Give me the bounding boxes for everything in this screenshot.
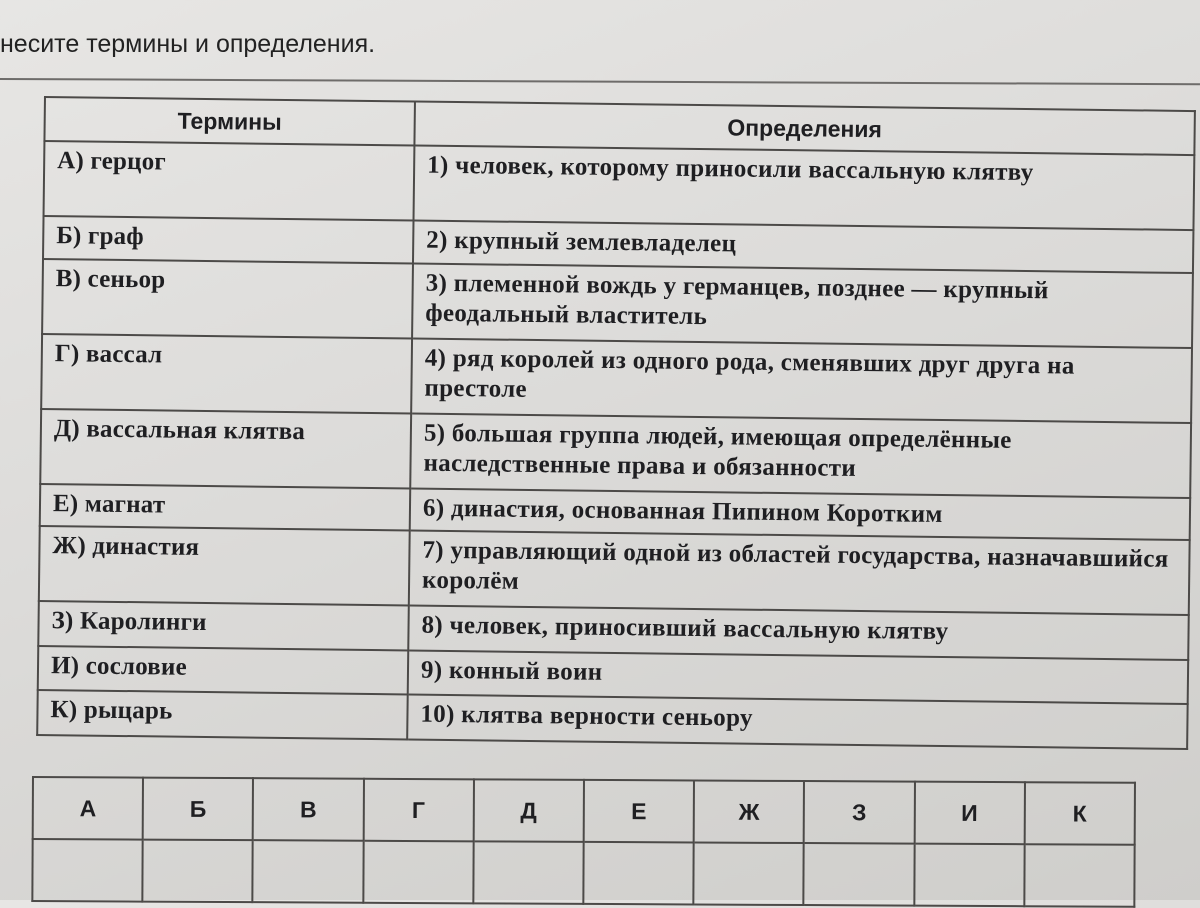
term-cell: К) рыцарь bbox=[37, 690, 408, 739]
answer-cell[interactable] bbox=[32, 839, 143, 902]
definition-cell: 9) конный воин bbox=[408, 650, 1188, 704]
answer-letter: Ж bbox=[694, 780, 805, 843]
terms-column-header: Термины bbox=[44, 97, 415, 146]
term-cell: Ж) династия bbox=[39, 526, 410, 606]
heading-rule bbox=[0, 78, 1200, 85]
answer-cell[interactable] bbox=[363, 841, 474, 904]
answer-letter: А bbox=[33, 777, 144, 840]
answer-letter: З bbox=[804, 781, 915, 844]
answer-grid bbox=[31, 776, 1136, 908]
answer-letter: Д bbox=[473, 779, 584, 842]
term-cell: Г) вассал bbox=[41, 334, 412, 414]
term-cell: Е) магнат bbox=[40, 484, 410, 531]
definition-cell: 4) ряд королей из одного рода, сменявших друг друга на престоле bbox=[411, 338, 1192, 423]
answer-cell[interactable] bbox=[693, 842, 804, 905]
answer-letter: Е bbox=[584, 780, 695, 843]
definition-cell: 1) человек, которому приносили вассальную клятву bbox=[414, 146, 1195, 231]
answer-cell[interactable] bbox=[914, 844, 1025, 907]
term-cell: И) сословие bbox=[38, 646, 409, 695]
definition-cell: 6) династия, основанная Пипином Коротким bbox=[410, 488, 1190, 540]
term-cell: А) герцог bbox=[44, 141, 415, 221]
definition-cell: 2) крупный землевладелец bbox=[413, 221, 1193, 273]
table-row bbox=[39, 526, 1190, 615]
answer-cell[interactable] bbox=[253, 840, 364, 903]
answer-cell[interactable] bbox=[473, 841, 584, 904]
table-row bbox=[42, 259, 1193, 348]
definition-cell: 3) племенной вождь у германцев, позднее — крупный феодальный властитель bbox=[412, 263, 1193, 348]
answer-cell[interactable] bbox=[804, 843, 915, 906]
term-cell: З) Каролинги bbox=[38, 601, 409, 650]
definition-cell: 5) большая группа людей, имеющая определённые наследственные права и обязанности bbox=[410, 413, 1191, 498]
task-heading: несите термины и определения. bbox=[0, 30, 376, 58]
term-cell: Д) вассальная клятва bbox=[40, 409, 411, 489]
answer-cell[interactable] bbox=[143, 840, 254, 903]
answer-letter: К bbox=[1024, 782, 1135, 845]
term-cell: Б) граф bbox=[43, 216, 413, 263]
definition-cell: 7) управляющий одной из областей государства, назначавшийся королём bbox=[409, 531, 1190, 616]
term-cell: В) сеньор bbox=[42, 259, 413, 339]
answer-letter: И bbox=[914, 782, 1025, 845]
terms-definitions-table bbox=[36, 96, 1196, 750]
table-row bbox=[44, 141, 1195, 230]
answer-cell[interactable] bbox=[1024, 844, 1135, 907]
definition-cell: 8) человек, приносивший вассальную клятву bbox=[408, 606, 1188, 660]
definition-cell: 10) клятва верности сеньору bbox=[407, 695, 1187, 749]
definitions-column-header: Определения bbox=[414, 102, 1194, 156]
answer-letters-row bbox=[33, 777, 1135, 845]
table-row bbox=[40, 409, 1191, 498]
answer-cell[interactable] bbox=[583, 842, 694, 905]
answer-letter: Б bbox=[143, 778, 254, 841]
answer-values-row bbox=[32, 839, 1134, 907]
answer-letter: В bbox=[253, 778, 364, 841]
answer-letter: Г bbox=[363, 779, 474, 842]
table-row bbox=[41, 334, 1192, 423]
